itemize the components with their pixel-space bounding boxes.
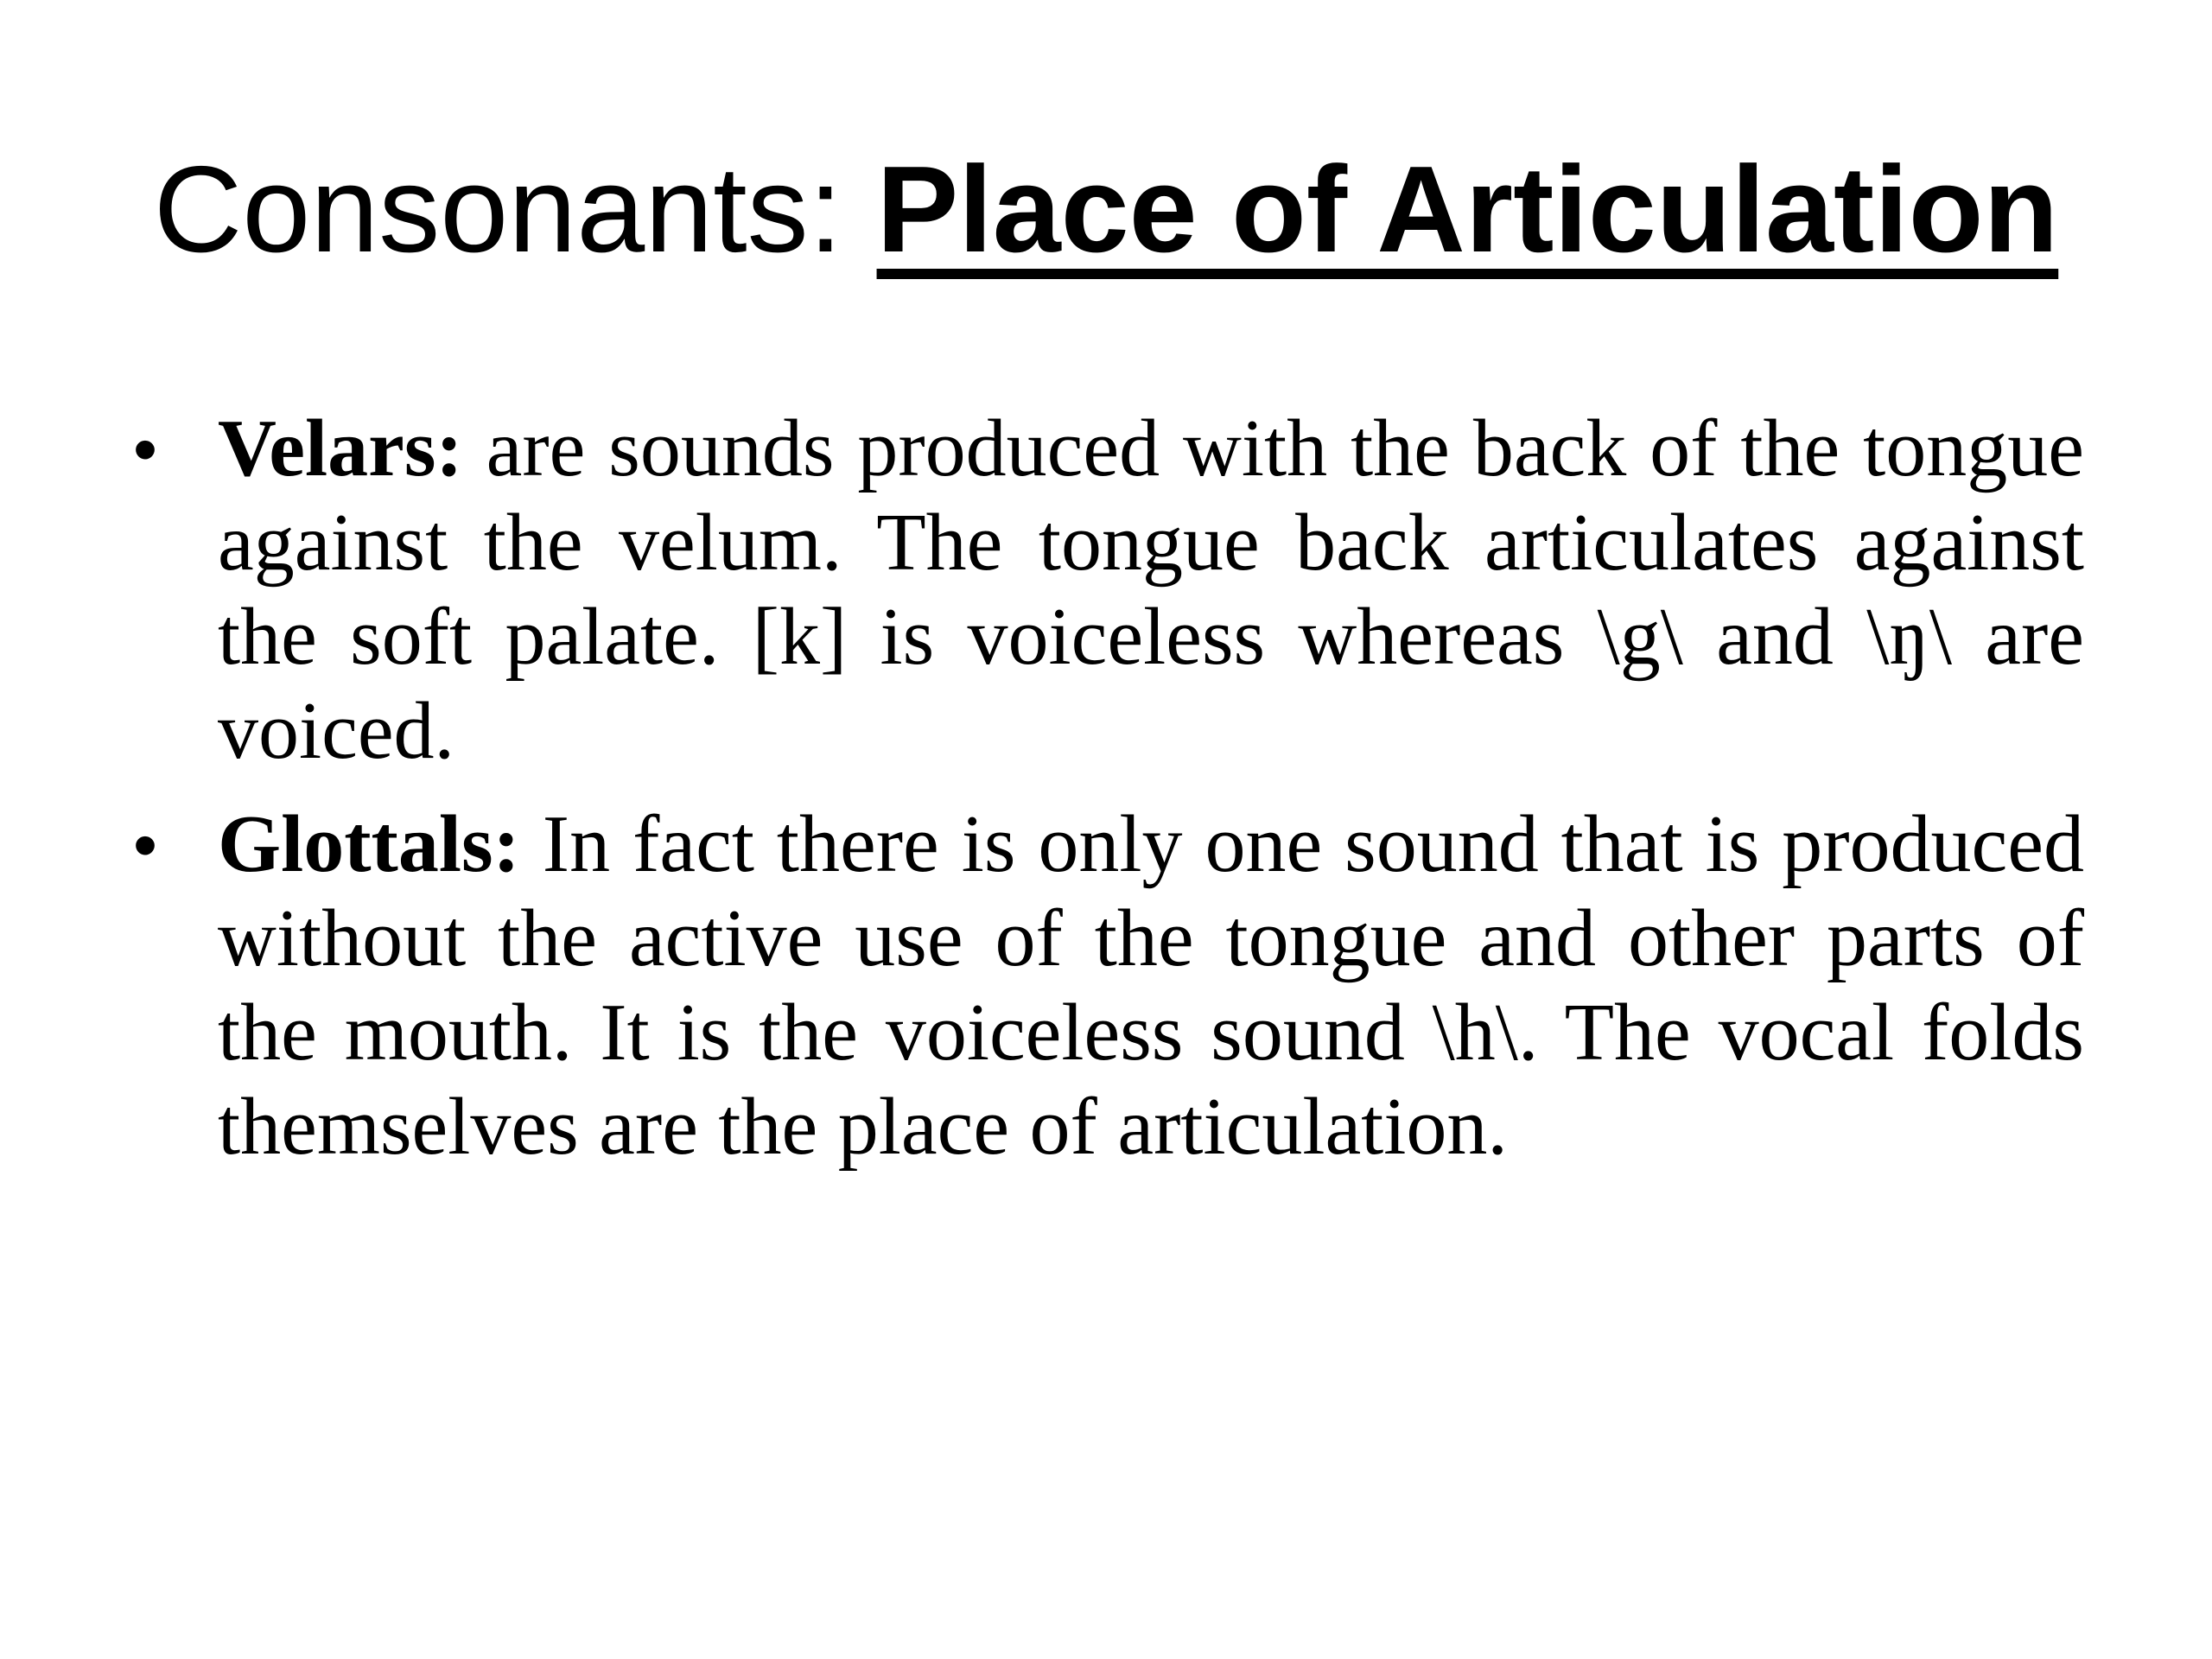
definition-velars: are sounds produced with the back of the tongue against the velum. The tongue back articulates against the soft palate. [k] is voiceless whereas \g\ and \ŋ\ are voiced. <box>218 404 2084 776</box>
term-velars: Velars: <box>218 404 463 493</box>
bullet-glottals <box>133 798 2084 1174</box>
slide-title <box>0 141 2212 278</box>
bullet-dot-icon: • <box>133 410 158 487</box>
term-glottals: Glottals: <box>218 799 520 889</box>
definition-glottals: In fact there is only one sound that is produced without the active use of the tongue and other parts of the mouth. It is the voiceless sound \h\. The vocal folds themselves are the place of articulation. <box>218 799 2084 1172</box>
title-prefix: Consonants: <box>153 141 877 278</box>
bullet-list <box>133 402 2084 1193</box>
bullet-velars <box>133 402 2084 779</box>
title-emphasis: Place of Articulation <box>876 141 2059 278</box>
bullet-dot-icon: • <box>133 806 158 883</box>
